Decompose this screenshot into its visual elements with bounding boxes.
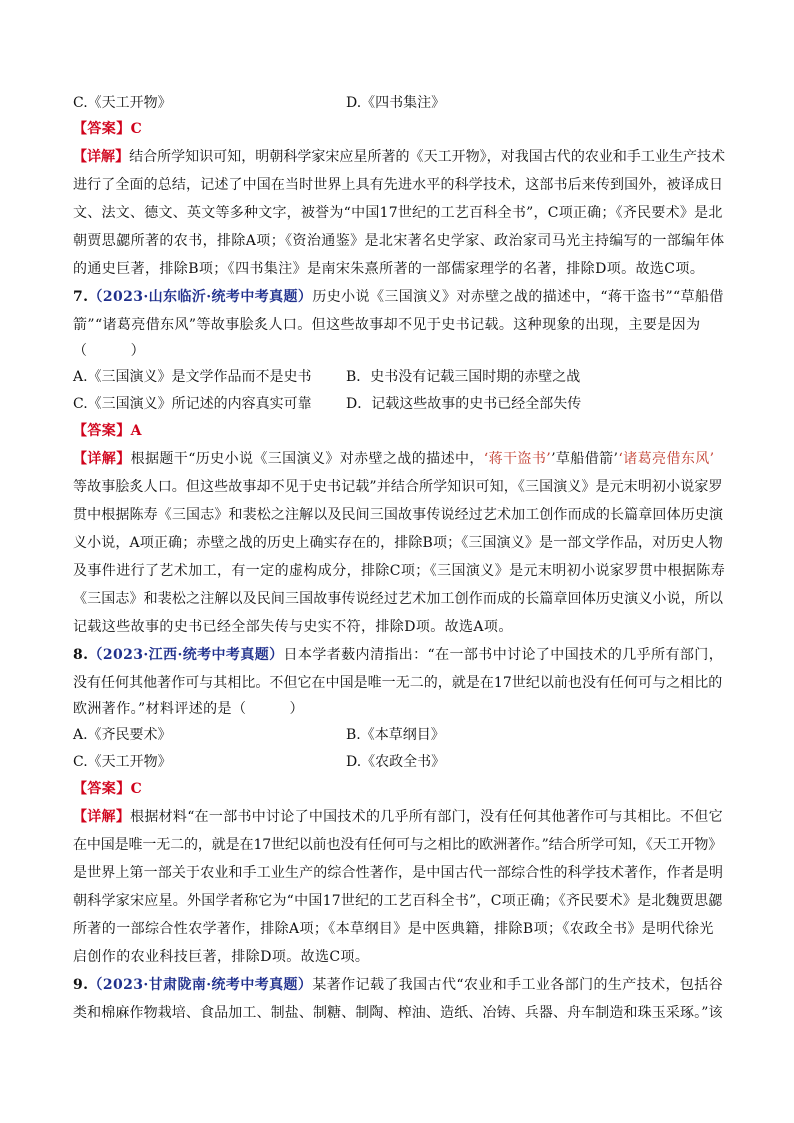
answer-value: A [130, 423, 142, 439]
q8-detail-line [73, 807, 725, 827]
q7-option-a[interactable]: A.《三国演义》是文学作品而不是史书 [73, 369, 312, 385]
question-source: （2023·山东临沂·统考中考真题） [88, 289, 313, 305]
answer-tag: 【答案】 [73, 423, 131, 439]
q7-detail-line: 记载这些故事的史书已经全部失传与史实不符，排除D项。故选A项。 [73, 619, 513, 635]
q7-detail-line: 等故事脍炙人口。但这些故事却不见于史书记载”并结合所学知识可知，《三国演义》是元末明初小说家罗 [73, 479, 723, 495]
q9-stem [73, 975, 725, 995]
q7-detail-line: 《三国志》和裴松之注解以及民间三国故事传说经过艺术加工创作而成的长篇章回体历史演义小说，所以 [73, 591, 724, 607]
q6-detail-line: 文、法文、德文、英文等多种文字，被誉为“中国17世纪的工艺百科全书”，C项正确；《齐民要术》是北 [73, 205, 723, 221]
q7-answer [73, 421, 725, 441]
detail-tag: 【详解】 [73, 149, 130, 165]
q7-detail-line: 贯中根据陈寿《三国志》和裴松之注解以及民间三国故事传说经过艺术加工创作而成的长篇章回体历史演 [73, 507, 724, 523]
detail-highlight: ‘蒋干盗书’ [483, 451, 552, 467]
answer-tag: 【答案】 [73, 781, 131, 797]
q6-detail-line: 进行了全面的总结，记述了中国在当时世界上具有先进水平的科学技术，这部书后来传到国外，被译成日 [73, 177, 724, 193]
answer-tag: 【答案】 [73, 121, 131, 137]
q7-option-b[interactable]: B．史书没有记载三国时期的赤壁之战 [346, 369, 581, 385]
q6-detail-line: 的通史巨著，排除B项；《四书集注》是南宋朱熹所著的一部儒家理学的名著，排除D项。故选C项。 [73, 261, 705, 277]
q8-answer [73, 779, 725, 799]
q6-detail-line: 朝贾思勰所著的农书，排除A项；《资治通鉴》是北宋著名史学家、政治家司马光主持编写的一部编年体 [73, 233, 725, 249]
q6-option-d[interactable]: D.《四书集注》 [346, 95, 446, 111]
question-number: 8. [73, 647, 89, 663]
q8-option-d[interactable]: D.《农政全书》 [346, 754, 446, 770]
stem-text: 某著作记载了我国古代“农业和手工业各部门的生产技术，包括谷 [312, 977, 724, 993]
q7-stem [73, 287, 725, 307]
q8-option-a[interactable]: A.《齐民要术》 [73, 727, 172, 743]
q7-option-c[interactable]: C.《三国演义》所记述的内容真实可靠 [73, 396, 312, 412]
question-number: 7. [73, 289, 89, 305]
q7-detail-line [73, 449, 725, 469]
q8-detail-line: 所著的一部综合性农学著作，排除A项；《本草纲目》是中医典籍，排除B项；《农政全书》是明代徐光 [73, 921, 714, 937]
q8-option-b[interactable]: B.《本草纲目》 [346, 727, 445, 743]
stem-text: 历史小说《三国演义》对赤壁之战的描述中，“蒋干盗书”“草船借 [312, 289, 724, 305]
question-number: 9. [73, 977, 89, 993]
detail-tag: 【详解】 [73, 809, 131, 825]
detail-text: 根据材料“在一部书中讨论了中国技术的几乎所有部门，没有任何其他著作可与其相比。不但它 [130, 809, 723, 825]
detail-text: 结合所学知识可知，明朝科学家宋应星所著的《天工开物》，对我国古代的农业和手工业生产技术 [129, 149, 726, 165]
stem-text: 日本学者薮内清指出：“在一部书中讨论了中国技术的几乎所有部门， [283, 647, 724, 663]
question-source: （2023·江西·统考中考真题） [88, 647, 284, 663]
q8-option-c[interactable]: C.《天工开物》 [73, 754, 172, 770]
detail-text: ’草船借箭’ [551, 451, 619, 467]
q6-detail-line [73, 147, 725, 167]
q7-stem-line: 箭”“诸葛亮借东风”等故事脍炙人口。但这些故事却不见于史书记载。这种现象的出现，主要是因为 [73, 317, 701, 333]
q8-detail-line: 在中国是唯一无二的，就是在17世纪以前也没有任何可与之相比的欧洲著作。”结合所学可知，《天工开物》 [73, 837, 723, 853]
q8-stem-line: 没有任何其他著作可与其相比。不但它在中国是唯一无二的，就是在17世纪以前也没有任何可与之相比的 [73, 675, 723, 691]
q6-option-c[interactable]: C.《天工开物》 [73, 95, 172, 111]
q9-stem-line: 类和棉麻作物栽培、食品加工、制盐、制糖、制陶、榨油、造纸、冶铸、兵器、舟车制造和珠玉采琢。”该 [73, 1005, 723, 1021]
q6-answer [73, 119, 725, 139]
q8-stem [73, 645, 725, 665]
detail-highlight: ‘诸葛亮借东风’ [618, 451, 715, 467]
q7-blank: （ ） [73, 343, 145, 359]
q7-option-d[interactable]: D．记载这些故事的史书已经全部失传 [346, 396, 582, 412]
q8-detail-line: 启创作的农业科技巨著，排除D项。故选C项。 [73, 949, 370, 965]
detail-tag: 【详解】 [73, 451, 131, 467]
q8-detail-line: 是世界上第一部关于农业和手工业生产的综合性著作，是中国古代一部综合性的科学技术著作，作者是明 [73, 865, 724, 881]
q8-detail-line: 朝科学家宋应星。外国学者称它为“中国17世纪的工艺百科全书”，C项正确；《齐民要术》是北魏贾思勰 [73, 893, 723, 909]
answer-value: C [130, 121, 143, 137]
q7-detail-line: 义小说，A项正确；赤壁之战的历史上确实存在的，排除B项；《三国演义》是一部文学作品，对历史人物 [73, 535, 723, 551]
q7-detail-line: 及事件进行了艺术加工，有一定的虚构成分，排除C项；《三国演义》是元末明初小说家罗贯中根据陈寿 [73, 563, 726, 579]
question-source: （2023·甘肃陇南·统考中考真题） [88, 977, 313, 993]
answer-value: C [130, 781, 143, 797]
q8-stem-line: 欧洲著作。”材料评述的是（ ） [73, 701, 304, 717]
detail-text: 根据题干“历史小说《三国演义》对赤壁之战的描述中， [130, 451, 484, 467]
